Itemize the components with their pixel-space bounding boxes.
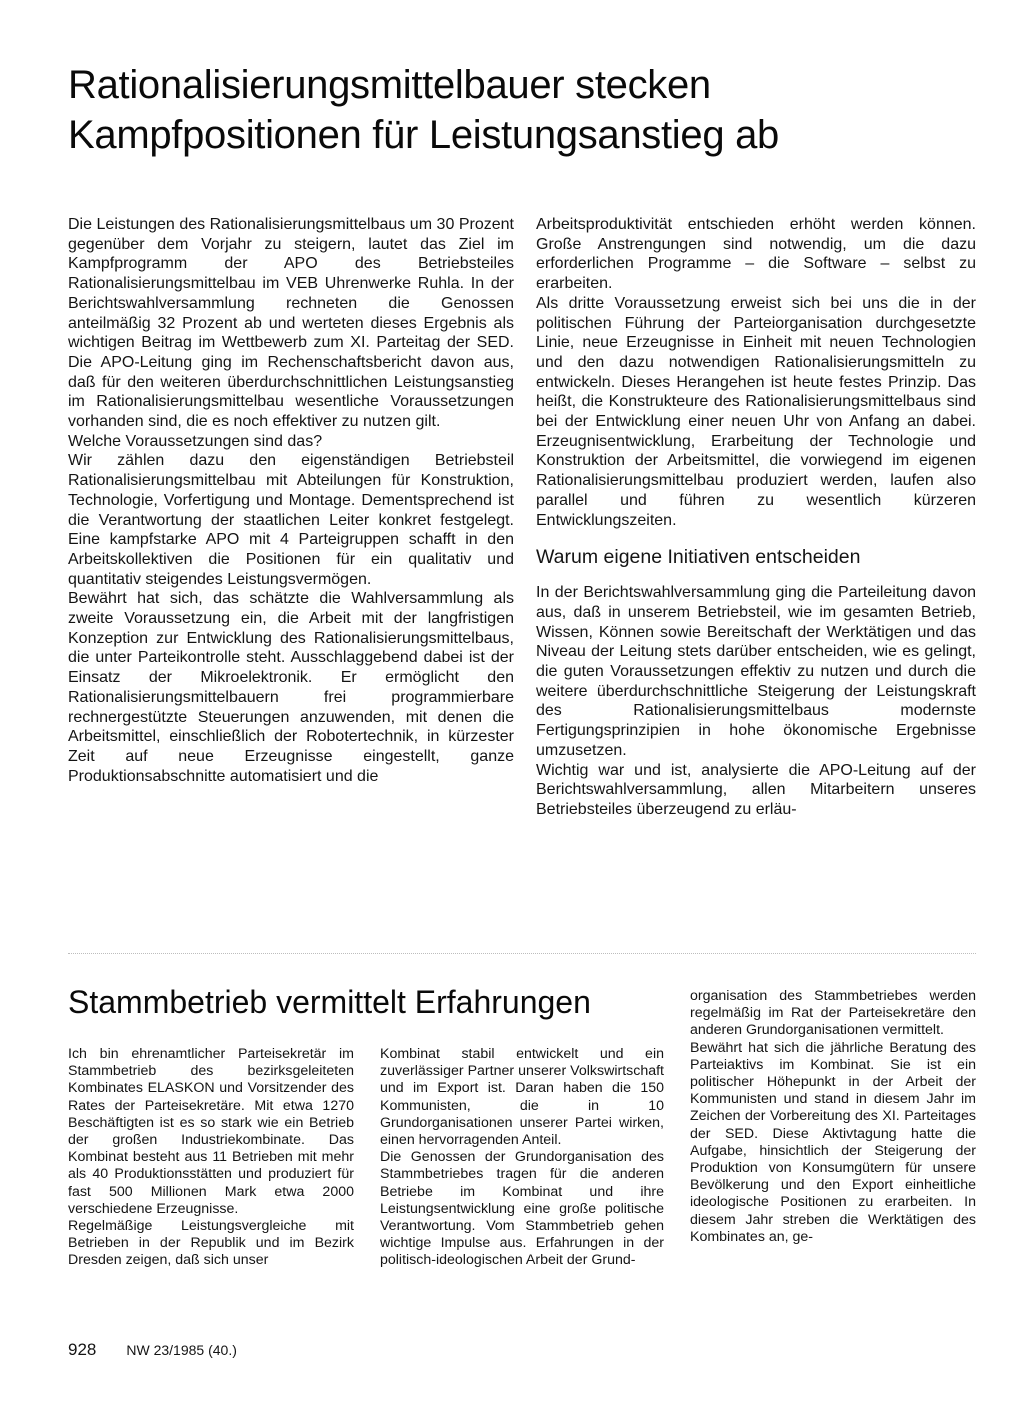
paragraph: Kombinat stabil entwickelt und ein zuverlässiger Partner unserer Volkswirtschaft und im Export ist. Daran haben die 150 Kommunisten, die in 10 Grundorganisationen unserer Partei wirken, einen hervorragenden Anteil. xyxy=(380,1046,664,1149)
paragraph: Bewährt hat sich die jährliche Beratung des Parteiaktivs im Kombinat. Sie ist ein politischer Höhepunkt in der Arbeit der Kommunisten und stand in diesem Jahr im Zeichen der Vorbereitung des XI. Parteitages der SED. Diese Aktivtagung hatte die Aufgabe, hinsichtlich der Steigerung der Produktion von Konsumgütern für unsere Bevölkerung und den Export einheitliche ideologische Positionen zu erarbeiten. In diesem Jahr streben die Werktätigen des Kombinates an, ge- xyxy=(690,1039,976,1245)
article2-column-1 xyxy=(68,1046,354,1270)
paragraph: Als dritte Voraussetzung erweist sich bei uns die in der politischen Führung der Parteiorganisation durchgesetzte Linie, neue Erzeugnisse in Einheit mit neuen Technologien und den dazu notwendigen Rationalisierungsmitteln zu entwickeln. Dieses Herangehen ist heute festes Prinzip. Das heißt, die Konstrukteure des Rationalisierungsmittelbaus sind bei der Entwicklung einer neuen Uhr von Anfang an dabei. Erzeugnisentwicklung, Erarbeitung der Technologie und Konstruktion der Arbeitsmittel, die vorwiegend im eigenen Rationalisierungsmittelbau produziert werden, laufen also parallel und führen zu wesentlich kürzeren Entwicklungszeiten. xyxy=(536,294,976,529)
paragraph: Welche Voraussetzungen sind das? xyxy=(68,432,323,450)
paragraph: organisation des Stammbetriebes werden regelmäßig im Rat der Parteisekretäre den anderen Grundorganisationen vermittelt. xyxy=(690,988,976,1039)
article2-headline: Stammbetrieb vermittelt Erfahrungen xyxy=(68,984,591,1020)
issue-reference: NW 23/1985 (40.) xyxy=(126,1342,237,1358)
paragraph: Wichtig war und ist, analysierte die APO-Leitung auf der Berichtswahlversammlung, allen Mitarbeitern unseres Betriebsteiles überzeugend zu erläu- xyxy=(536,761,976,818)
article1-column-1 xyxy=(68,215,514,786)
headline-line-2: Kampfpositionen für Leistungsanstieg ab xyxy=(68,113,779,157)
article2-column-2 xyxy=(380,1046,664,1270)
article1-column-2 xyxy=(536,215,976,820)
paragraph: Bewährt hat sich, das schätzte die Wahlversammlung als zweite Voraussetzung ein, die Arbeit mit der langfristigen Konzeption zur Entwicklung des Rationalisierungsmittelbaus, die unter Parteikontrolle steht. Ausschlaggebend dabei ist der Einsatz der Mikroelektronik. Er ermöglicht den Rationalisierungsmittelbauern frei programmierbare rechnergestützte Steuerungen anzuwenden, mit denen die Arbeitsmittel, einschließlich der Robotertechnik, in kürzester Zeit auf neue Erzeugnisse eingestellt, ganze Produktionsabschnitte automatisiert und die xyxy=(68,590,514,785)
headline-line-1: Rationalisierungsmittelbauer stecken xyxy=(68,63,711,107)
paragraph: Regelmäßige Leistungsvergleiche mit Betrieben in der Republik und im Bezirk Dresden zeigen, daß sich unser xyxy=(68,1218,354,1269)
section-subheading: Warum eigene Initiativen entscheiden xyxy=(536,546,861,569)
paragraph: In der Berichtswahlversammlung ging die Parteileitung davon aus, daß in unserem Betriebsteil, wie im gesamten Betrieb, Wissen, Können sowie Bereitschaft der Werktätigen und das Niveau der Leitung stets darüber entscheiden, wie es gelingt, die guten Voraussetzungen effektiv zu nutzen und durch die weitere überdurchschnittliche Steigerung der Leistungskraft des Rationalisierungsmittelbaus modernste Fertigungsprinzipien in hohe ökonomische Ergebnisse umzusetzen. xyxy=(536,584,976,759)
section-divider xyxy=(68,953,976,954)
paragraph: Ich bin ehrenamtlicher Parteisekretär im Stammbetrieb des bezirksgeleiteten Kombinates ELASKON und Vorsitzender des Rates der Parteisekretäre. Mit etwa 1270 Beschäftigten ist es so stark wie ein Betrieb der großen Industriekombinate. Das Kombinat besteht aus 11 Betrieben mit mehr als 40 Produktionsstätten und produziert für fast 500 Millionen Mark etwa 2000 verschiedene Erzeugnisse. xyxy=(68,1046,354,1217)
paragraph: Arbeitsproduktivität entschieden erhöht werden können. Große Anstrengungen sind notwendig, um die dazu erforderlichen Programme – die Software – selbst zu erarbeiten. xyxy=(536,216,976,293)
article2-column-3 xyxy=(690,988,976,1246)
page-number: 928 xyxy=(68,1340,97,1359)
paragraph: Wir zählen dazu den eigenständigen Betriebsteil Rationalisierungsmittelbau mit Abteilungen für Konstruktion, Technologie, Vorfertigung und Montage. Dementsprechend ist die Verantwortung der staatlichen Leiter konkret festgelegt. Eine kampfstarke APO mit 4 Parteigruppen schafft in den Arbeitskollektiven die Positionen für ein qualitativ und quantitativ steigendes Leistungsvermögen. xyxy=(68,452,514,588)
page-footer xyxy=(68,1340,237,1360)
paragraph: Die Genossen der Grundorganisation des Stammbetriebes tragen für die anderen Betriebe im Kombinat und ihre Leistungsentwicklung eine große politische Verantwortung. Vom Stammbetrieb gehen wichtige Impulse aus. Erfahrungen in der politisch-ideologischen Arbeit der Grund- xyxy=(380,1149,664,1269)
article-headline xyxy=(68,60,968,160)
paragraph: Die Leistungen des Rationalisierungsmittelbaus um 30 Prozent gegenüber dem Vorjahr zu steigern, lautet das Ziel im Kampfprogramm der APO des Betriebsteiles Rationalisierungsmittelbau im VEB Uhrenwerke Ruhla. In der Berichtswahlversammlung rechneten die Genossen anteilmäßig 32 Prozent ab und werteten dieses Ergebnis als wichtigen Beitrag im Wettbewerb zum XI. Parteitag der SED. Die APO-Leitung ging im Rechenschaftsbericht davon aus, daß für den weiteren überdurchschnittlichen Leistungsanstieg im Rationalisierungsmittelbau wesentliche Voraussetzungen vorhanden sind, die es noch effektiver zu nutzen gilt. xyxy=(68,216,514,431)
